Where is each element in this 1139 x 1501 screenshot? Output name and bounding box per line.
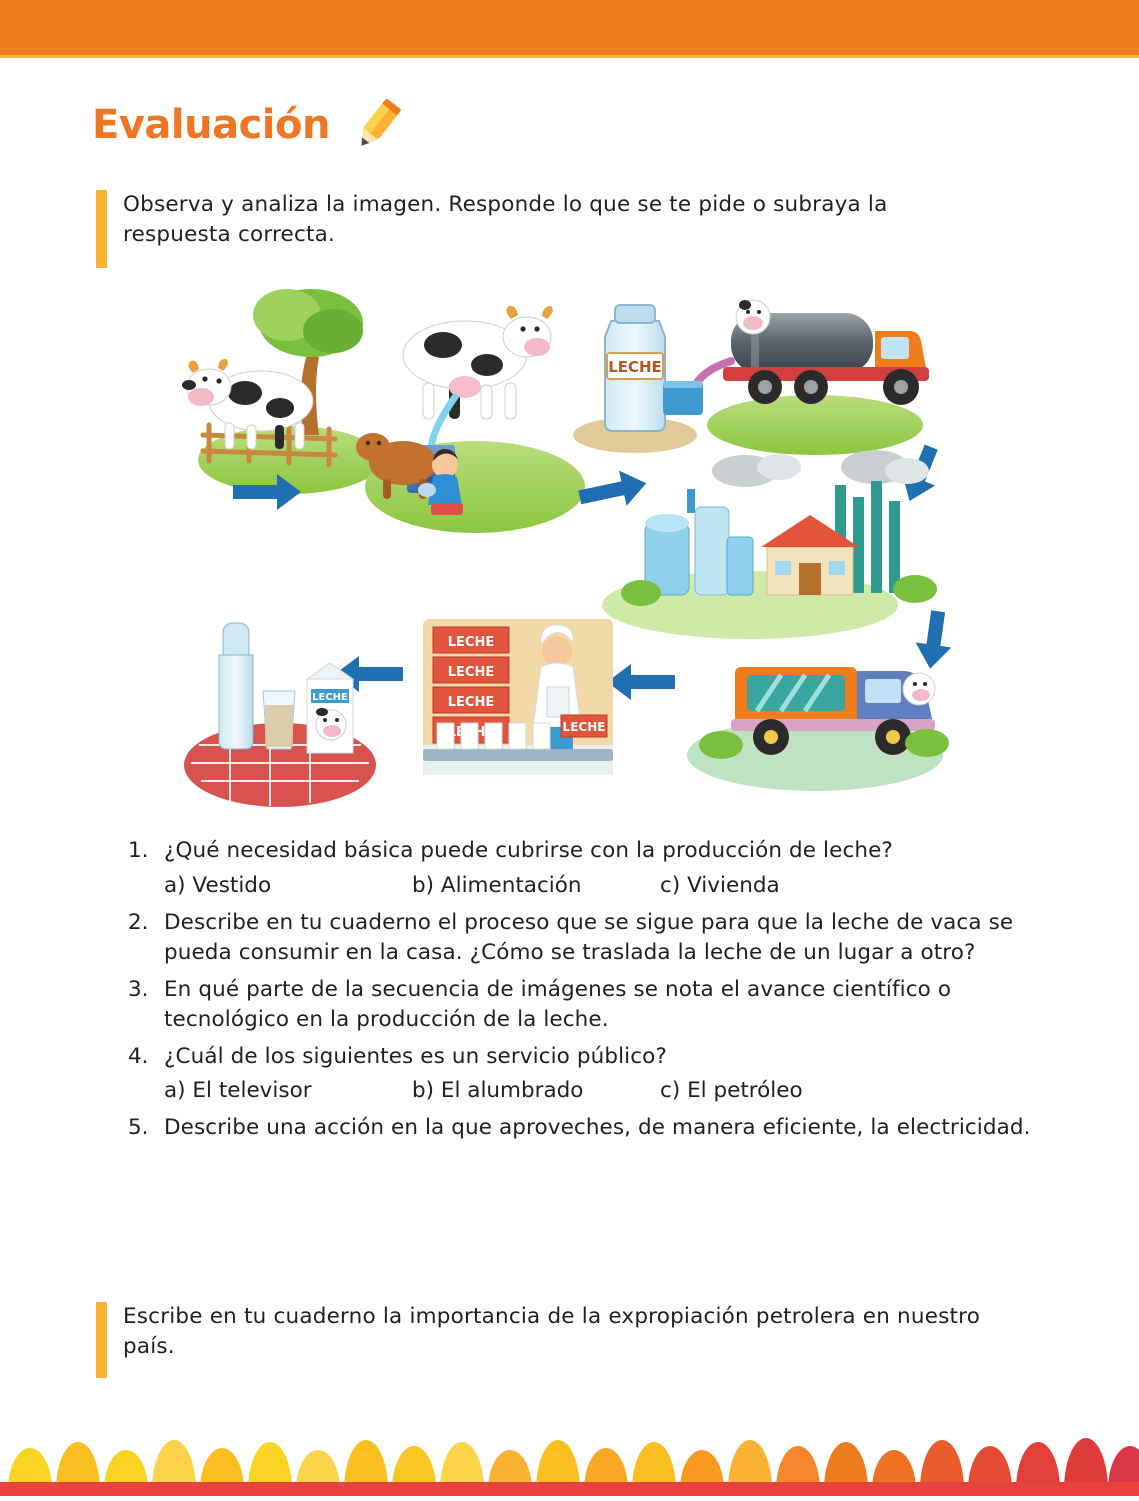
question-4-option-b-letter: b)	[412, 1078, 435, 1104]
question-4	[128, 1042, 1038, 1073]
svg-text:LECHE: LECHE	[312, 692, 348, 703]
question-1-option-c-letter: c)	[660, 872, 681, 898]
question-5	[128, 1113, 1038, 1144]
question-2	[128, 908, 1038, 969]
instruction-top-text: Observa y analiza la imagen. Responde lo que se te pide o subraya la respuesta correcta.	[123, 192, 888, 247]
question-3	[128, 975, 1038, 1036]
question-1-option-b[interactable]	[412, 873, 660, 898]
question-1-option-a-letter: a)	[164, 872, 186, 898]
instruction-bottom-text: Escribe en tu cuaderno la importancia de la expropiación petrolera en nuestro país.	[123, 1304, 981, 1359]
milk-production-illustration	[175, 275, 965, 820]
instruction-bottom	[96, 1302, 1016, 1378]
question-1-option-c-label: Vivienda	[687, 872, 780, 898]
svg-text:LECHE: LECHE	[608, 358, 662, 376]
question-4-text: ¿Cuál de los siguientes es un servicio público?	[164, 1043, 667, 1069]
scene-packaging	[423, 619, 613, 775]
question-4-options	[164, 1078, 1038, 1103]
svg-text:LECHE: LECHE	[447, 635, 495, 650]
question-1-number: 1.	[128, 838, 149, 863]
question-4-option-c[interactable]	[660, 1078, 880, 1103]
page-title-row	[92, 96, 406, 154]
question-4-option-c-letter: c)	[660, 1078, 681, 1104]
question-4-option-a-letter: a)	[164, 1078, 186, 1104]
instruction-accent-bar	[96, 190, 107, 268]
question-1-option-c[interactable]	[660, 873, 880, 898]
question-2-number: 2.	[128, 909, 149, 935]
scene-delivery-truck	[687, 667, 949, 791]
scene-milk-can	[573, 305, 697, 453]
top-decoration-line	[0, 55, 1139, 58]
svg-text:LECHE: LECHE	[447, 665, 495, 680]
question-1	[128, 836, 1038, 867]
question-5-number: 5.	[128, 1115, 149, 1141]
question-4-option-a[interactable]	[164, 1078, 412, 1103]
question-1-option-b-label: Alimentación	[440, 872, 582, 898]
pencil-icon	[348, 96, 406, 154]
question-4-option-a-label: El televisor	[192, 1078, 312, 1104]
question-1-option-a-label: Vestido	[192, 872, 272, 898]
question-1-option-a[interactable]	[164, 873, 412, 898]
scene-home-table	[184, 623, 376, 807]
question-1-options	[164, 873, 1038, 898]
scene-milking	[356, 306, 585, 533]
top-decoration-bar	[0, 0, 1139, 55]
arrow-2	[576, 466, 650, 515]
arrow-4	[912, 609, 956, 671]
question-4-option-c-label: El petróleo	[687, 1078, 803, 1104]
question-5-text: Describe una acción en la que aproveches, de manera eficiente, la electricidad.	[164, 1115, 1031, 1141]
page-title: Evaluación	[92, 102, 330, 148]
scene-pasture	[182, 289, 382, 494]
instruction-bottom-accent-bar	[96, 1302, 107, 1378]
instruction-top	[96, 190, 996, 268]
page-number: 119	[1049, 1406, 1091, 1430]
question-1-text: ¿Qué necesidad básica puede cubrirse con la producción de leche?	[164, 838, 893, 863]
question-1-option-b-letter: b)	[412, 872, 435, 898]
footer-decoration	[0, 1386, 1139, 1496]
question-3-text: En qué parte de la secuencia de imágenes se nota el avance científico o tecnológico en la producción de la leche.	[164, 976, 952, 1033]
svg-text:LECHE: LECHE	[447, 695, 495, 710]
question-4-number: 4.	[128, 1043, 149, 1069]
questions-list	[128, 836, 1038, 1150]
question-4-option-b-label: El alumbrado	[440, 1078, 584, 1104]
scene-factory	[602, 450, 937, 639]
question-4-option-b[interactable]	[412, 1078, 660, 1103]
arrow-5	[607, 664, 675, 700]
scene-tanker-truck	[663, 300, 929, 455]
question-2-text: Describe en tu cuaderno el proceso que se sigue para que la leche de vaca se pueda consumir en la casa. ¿Cómo se traslada la leche de un lugar a otro?	[164, 909, 1014, 966]
svg-text:LECHE: LECHE	[562, 720, 606, 734]
question-3-number: 3.	[128, 976, 149, 1002]
